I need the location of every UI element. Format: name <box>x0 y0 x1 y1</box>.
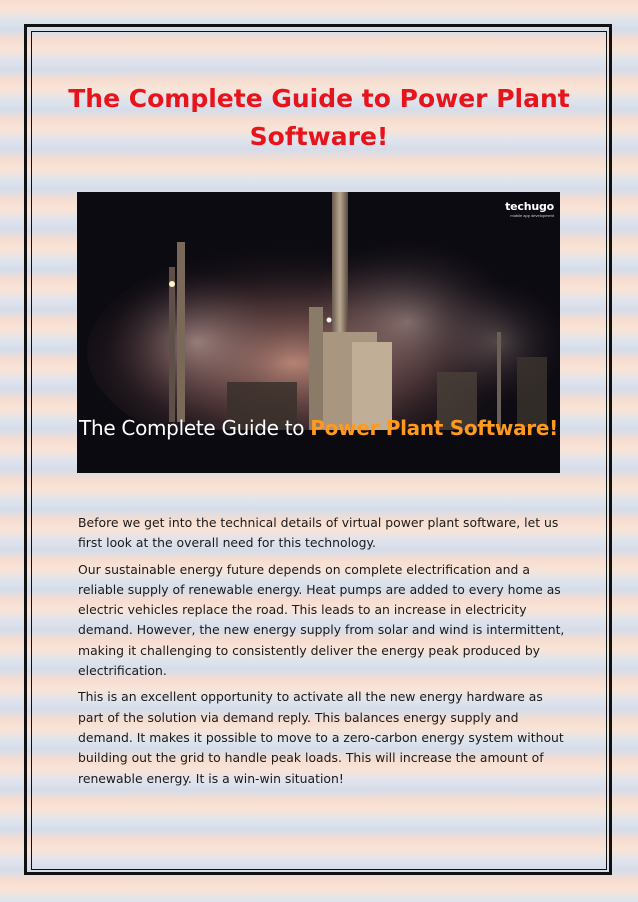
paragraph-energy-future: Our sustainable energy future depends on complete electrification and a reliable supply of renewable energy. Heat pumps are added to every home as electric vehicles replace the road. This leads to an increase in electricity demand. However, the new energy supply from solar and wind is intermittent, making it challenging to consistently deliver the energy peak produced by electrification. <box>78 561 565 679</box>
page-title: The Complete Guide to Power Plant Software! <box>68 84 570 151</box>
hero-caption-prefix: The Complete Guide to <box>79 416 305 440</box>
brand-name: techugo <box>505 200 554 213</box>
paragraph-intro: Before we get into the technical details of virtual power plant software, let us first look at the overall need for this technology. <box>78 515 559 551</box>
paragraph-opportunity: This is an excellent opportunity to activate all the new energy hardware as part of the solution via demand reply. This balances energy supply and demand. It makes it possible to move to a zero-carbon energy system without building out the grid to handle peak loads. This will increase the amount of renewable energy. It is a win-win situation! <box>78 689 564 786</box>
article-body <box>78 513 568 795</box>
hero-image <box>77 192 560 473</box>
hero-caption-highlight: Power Plant Software! <box>310 416 558 440</box>
hero-caption <box>77 416 560 440</box>
brand-logo <box>505 200 554 218</box>
brand-tagline: mobile app development <box>510 213 554 218</box>
